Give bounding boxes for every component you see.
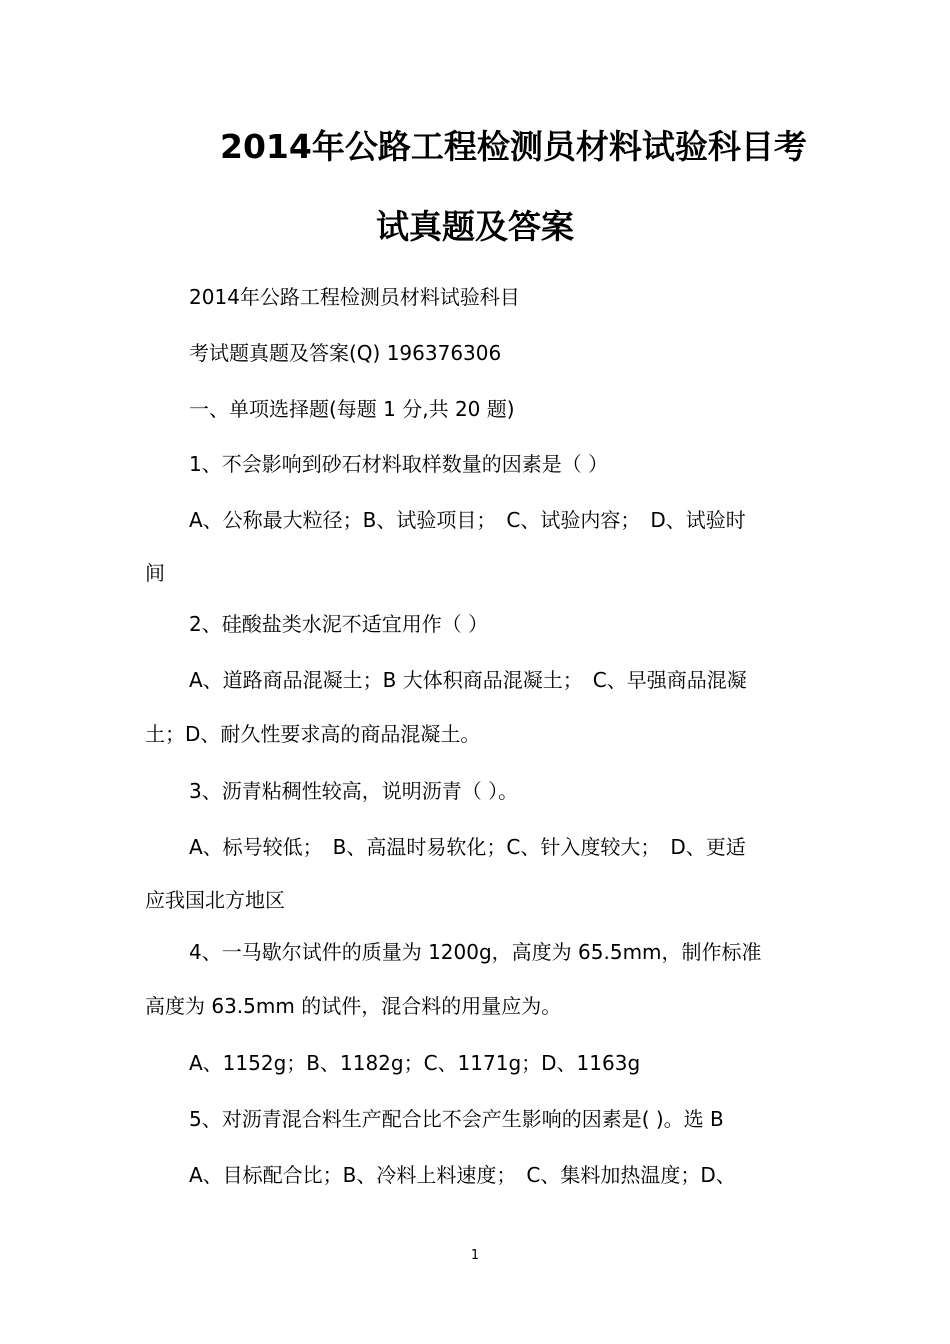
question-1: 1、不会影响到砂石材料取样数量的因素是（ ） bbox=[189, 452, 609, 476]
paragraph-line: 考试题真题及答案(Q) 196376306 bbox=[189, 341, 502, 365]
question-2-options: A、道路商品混凝土；B 大体积商品混凝土； C、早强商品混凝 bbox=[189, 668, 747, 692]
question-2-options-cont: 土；D、耐久性要求高的商品混凝土。 bbox=[145, 722, 481, 746]
question-4: 4、一马歇尔试件的质量为 1200g，高度为 65.5mm，制作标准 bbox=[189, 940, 762, 964]
page-number: 1 bbox=[470, 1248, 480, 1263]
paragraph-line: 2014年公路工程检测员材料试验科目 bbox=[189, 285, 520, 309]
question-4-cont: 高度为 63.5mm 的试件，混合料的用量应为。 bbox=[145, 994, 562, 1018]
question-3: 3、沥青粘稠性较高，说明沥青（ ）。 bbox=[189, 779, 519, 803]
question-3-options-cont: 应我国北方地区 bbox=[145, 888, 285, 912]
question-1-options: A、公称最大粒径；B、试验项目； C、试验内容； D、试验时 bbox=[189, 508, 746, 532]
question-5: 5、对沥青混合料生产配合比不会产生影响的因素是( )。选 B bbox=[189, 1107, 724, 1131]
question-3-options: A、标号较低； B、高温时易软化；C、针入度较大； D、更适 bbox=[189, 835, 746, 859]
question-2: 2、硅酸盐类水泥不适宜用作（ ） bbox=[189, 612, 489, 636]
question-4-options: A、1152g；B、1182g；C、1171g；D、1163g bbox=[189, 1051, 641, 1075]
section-heading: 一、单项选择题(每题 1 分,共 20 题) bbox=[189, 397, 515, 421]
question-1-options-cont: 间 bbox=[145, 561, 165, 585]
document-title-line-2: 试真题及答案 bbox=[376, 207, 574, 246]
document-title-line-1: 2014年公路工程检测员材料试验科目考 bbox=[220, 127, 807, 166]
question-5-options: A、目标配合比；B、冷料上料速度； C、集料加热温度；D、 bbox=[189, 1163, 736, 1187]
